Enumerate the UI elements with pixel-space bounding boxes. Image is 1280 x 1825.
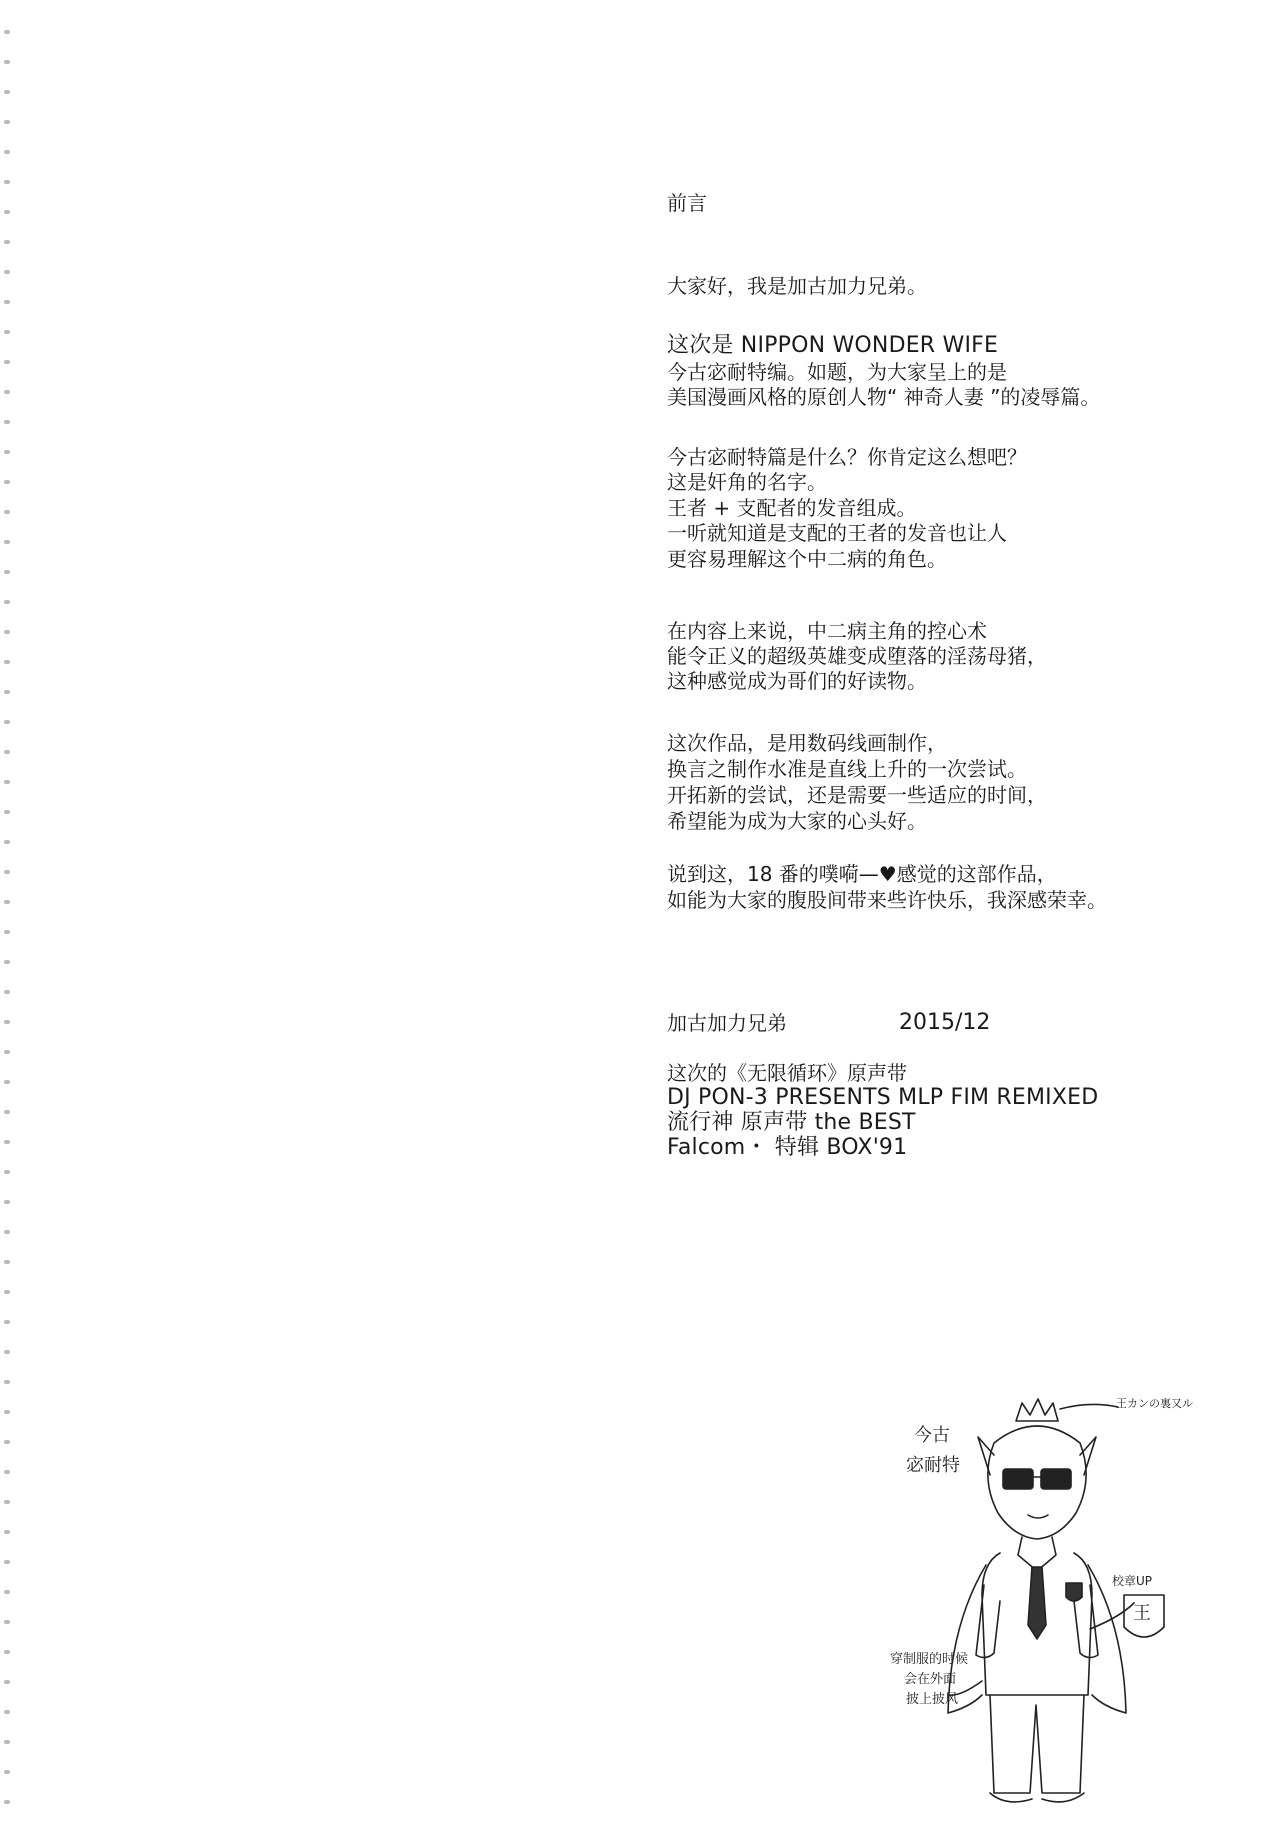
binding-mark	[4, 540, 10, 544]
soundtrack-item: DJ PON-3 PRESENTS MLP FIM REMIXED	[667, 1085, 1099, 1110]
binding-mark	[4, 1350, 10, 1354]
binding-mark	[4, 750, 10, 754]
signature-date: 2015/12	[899, 1010, 991, 1035]
sunglasses-icon	[1003, 1469, 1033, 1489]
binding-mark	[4, 780, 10, 784]
binding-mark	[4, 1020, 10, 1024]
cape-note-3: 披上披风	[906, 1692, 959, 1707]
binding-mark	[4, 1050, 10, 1054]
content-line-2: 能令正义的超级英雄变成堕落的淫荡母猪，	[667, 644, 1047, 668]
villain-line-4: 一听就知道是支配的王者的发音也让人	[667, 521, 1007, 545]
binding-mark	[4, 120, 10, 124]
binding-mark	[4, 1140, 10, 1144]
binding-mark	[4, 360, 10, 364]
illustration-title-1: 今古	[914, 1425, 950, 1446]
binding-mark	[4, 600, 10, 604]
cape-note-2: 会在外面	[904, 1672, 957, 1687]
villain-line-5: 更容易理解这个中二病的角色。	[667, 547, 947, 571]
binding-mark	[4, 1380, 10, 1384]
binding-mark	[4, 480, 10, 484]
binding-edge	[0, 0, 28, 1825]
binding-mark	[4, 840, 10, 844]
binding-mark	[4, 1650, 10, 1654]
binding-mark	[4, 390, 10, 394]
character-sketch	[890, 1395, 1200, 1815]
binding-mark	[4, 30, 10, 34]
villain-line-3: 王者 + 支配者的发音组成。	[667, 496, 917, 520]
binding-mark	[4, 870, 10, 874]
binding-mark	[4, 1440, 10, 1444]
closing-line-2: 如能为大家的腹股间带来些许快乐，我深感荣幸。	[667, 888, 1107, 912]
closing-line-1: 说到这，18 番的噗嗬—♥感觉的这部作品，	[667, 862, 1057, 886]
villain-line-1: 今古宓耐特篇是什么？你肯定这么想吧？	[667, 445, 1027, 469]
soundtrack-item: 流行神 原声带 the BEST	[667, 1110, 916, 1135]
villain-line-2: 这是奸角的名字。	[667, 470, 827, 494]
greeting-line: 大家好，我是加古加力兄弟。	[667, 274, 927, 298]
binding-mark	[4, 1500, 10, 1504]
soundtrack-heading: 这次的《无限循环》原声带	[667, 1061, 907, 1085]
digital-line-1: 这次作品，是用数码线画制作，	[667, 731, 947, 755]
binding-mark	[4, 150, 10, 154]
binding-mark	[4, 1110, 10, 1114]
binding-mark	[4, 90, 10, 94]
binding-mark	[4, 990, 10, 994]
binding-mark	[4, 1170, 10, 1174]
binding-mark	[4, 1530, 10, 1534]
binding-mark	[4, 60, 10, 64]
binding-mark	[4, 330, 10, 334]
badge-note: 校章UP	[1112, 1574, 1153, 1588]
tie-icon	[1028, 1567, 1046, 1639]
binding-mark	[4, 900, 10, 904]
illustration-title-2: 宓耐特	[906, 1455, 960, 1476]
binding-mark	[4, 1260, 10, 1264]
binding-mark	[4, 930, 10, 934]
digital-line-3: 开拓新的尝试，还是需要一些适应的时间，	[667, 783, 1047, 807]
crown-icon	[1016, 1399, 1058, 1421]
content-line-3: 这种感觉成为哥们的好读物。	[667, 669, 927, 693]
badge-glyph: 王	[1133, 1603, 1151, 1624]
binding-mark	[4, 1080, 10, 1084]
binding-mark	[4, 630, 10, 634]
binding-mark	[4, 510, 10, 514]
binding-mark	[4, 690, 10, 694]
binding-mark	[4, 1590, 10, 1594]
binding-mark	[4, 1710, 10, 1714]
digital-line-2: 换言之制作水准是直线上升的一次尝试。	[667, 757, 1027, 781]
page-heading: 前言	[667, 191, 707, 215]
binding-mark	[4, 1560, 10, 1564]
binding-mark	[4, 1230, 10, 1234]
content-line-1: 在内容上来说，中二病主角的控心术	[667, 619, 987, 643]
binding-mark	[4, 660, 10, 664]
binding-mark	[4, 1680, 10, 1684]
binding-mark	[4, 1620, 10, 1624]
digital-line-4: 希望能为成为大家的心头好。	[667, 809, 927, 833]
binding-mark	[4, 1770, 10, 1774]
binding-mark	[4, 960, 10, 964]
binding-mark	[4, 450, 10, 454]
binding-mark	[4, 420, 10, 424]
binding-mark	[4, 1740, 10, 1744]
intro-line-1: 这次是 NIPPON WONDER WIFE	[667, 333, 999, 358]
binding-mark	[4, 300, 10, 304]
binding-mark	[4, 210, 10, 214]
binding-mark	[4, 1410, 10, 1414]
binding-mark	[4, 1470, 10, 1474]
binding-mark	[4, 1200, 10, 1204]
intro-line-2: 今古宓耐特编。如题，为大家呈上的是	[667, 360, 1007, 384]
cape-note-1: 穿制服的时候	[890, 1652, 969, 1667]
binding-mark	[4, 570, 10, 574]
binding-mark	[4, 270, 10, 274]
binding-mark	[4, 1320, 10, 1324]
binding-mark	[4, 180, 10, 184]
binding-mark	[4, 1290, 10, 1294]
intro-line-3: 美国漫画风格的原创人物“ 神奇人妻 ”的凌辱篇。	[667, 385, 1101, 409]
soundtrack-item: Falcom・ 特辑 BOX'91	[667, 1135, 908, 1160]
binding-mark	[4, 1800, 10, 1804]
binding-mark	[4, 240, 10, 244]
binding-mark	[4, 810, 10, 814]
binding-mark	[4, 720, 10, 724]
crown-note: 王カンの裏又ル	[1116, 1397, 1193, 1410]
signature-author: 加古加力兄弟	[667, 1011, 787, 1035]
